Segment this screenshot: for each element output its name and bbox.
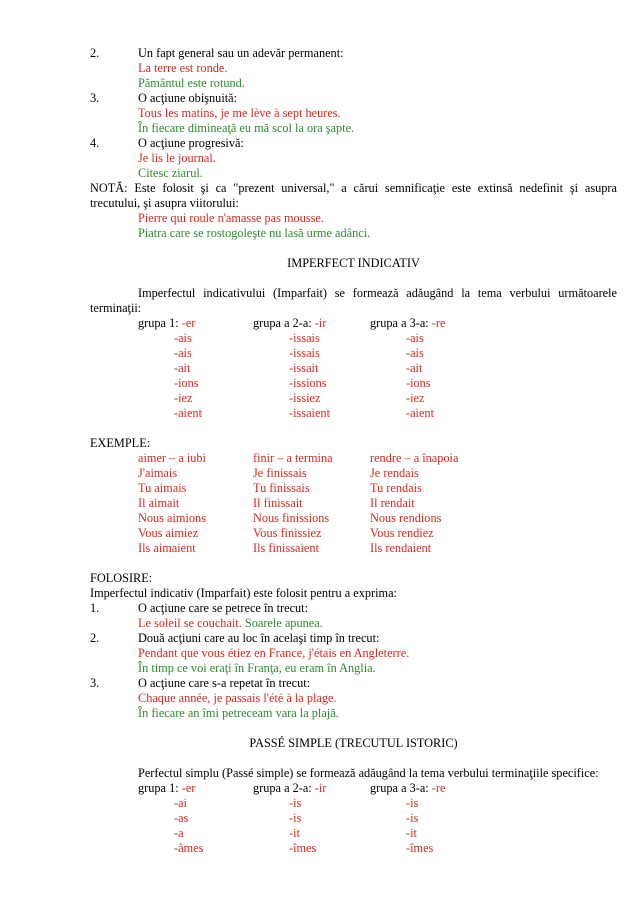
conjugation-cell: Je rendais xyxy=(370,466,419,480)
ending-cell: -issions xyxy=(289,376,327,390)
ending-cell: -ais xyxy=(406,331,424,345)
ending-cell: -issais xyxy=(289,346,320,360)
example-fr: La terre est ronde. xyxy=(138,61,228,75)
conjugation-cell: Tu finissais xyxy=(253,481,310,495)
group-label: grupa 1: -er xyxy=(138,316,196,330)
conjugation-cell: Nous aimions xyxy=(138,511,206,525)
verb-head: rendre – a înapoia xyxy=(370,451,459,465)
item-number: 2. xyxy=(90,46,100,60)
example-fr: Je lis le journal. xyxy=(138,151,216,165)
example-fr: Le soleil se couchait. xyxy=(138,616,242,630)
conjugation-cell: Vous rendiez xyxy=(370,526,434,540)
ending-cell: -iez xyxy=(406,391,425,405)
ending-row xyxy=(90,346,617,361)
ending-cell: -is xyxy=(289,796,302,810)
example-ro: Pământul este rotund. xyxy=(138,76,245,90)
conjugation-cell: Je finissais xyxy=(253,466,307,480)
ending-cell: -it xyxy=(289,826,300,840)
example-ro: Citesc ziarul. xyxy=(138,166,203,180)
ending-cell: -aient xyxy=(406,406,434,420)
ending-cell: -âmes xyxy=(174,841,204,855)
ending-cell: -is xyxy=(406,811,419,825)
usage-label: FOLOSIRE: xyxy=(90,571,153,585)
example-ro: În timp ce voi eraţi în Franţa, eu eram în Anglia. xyxy=(138,661,376,675)
item-text: O acţiune progresivă: xyxy=(138,136,244,150)
ending-row xyxy=(90,406,617,421)
ending-row xyxy=(90,331,617,346)
conjugation-cell: Nous rendions xyxy=(370,511,442,525)
ending-cell: -ais xyxy=(406,346,424,360)
verb-head: aimer – a iubi xyxy=(138,451,206,465)
imparfait-use-2: 2. Două acţiuni care au loc în acelaşi timp în trecut: Pendant que vous étiez en France, j'étais en Angleterre. În timp ce voi eraţi în Franţa, eu eram în Anglia. xyxy=(90,631,617,676)
present-use-4 xyxy=(90,136,617,181)
conjugation-cell: Il finissait xyxy=(253,496,303,510)
ending-cell: -ions xyxy=(174,376,199,390)
ending-cell: -ait xyxy=(174,361,191,375)
ending-row xyxy=(90,391,617,406)
ending-cell: -is xyxy=(289,811,302,825)
example-ro: Piatra care se rostogoleşte nu lasă urme adânci. xyxy=(138,226,371,240)
example-ro: Soarele apunea. xyxy=(244,616,323,630)
group-label: grupa a 2-a: -ir xyxy=(253,316,327,330)
ending-cell: -îmes xyxy=(289,841,317,855)
passe-endings-table xyxy=(90,781,617,856)
ending-cell: -issiez xyxy=(289,391,321,405)
conjugation-cell: Il rendait xyxy=(370,496,415,510)
ending-cell: -iez xyxy=(174,391,193,405)
ending-cell: -is xyxy=(406,796,419,810)
conjugation-cell: Il aimait xyxy=(138,496,180,510)
examples-label: EXEMPLE: xyxy=(90,436,151,450)
example-fr: Pendant que vous étiez en France, j'étais en Angleterre. xyxy=(138,646,410,660)
verb-head: finir – a termina xyxy=(253,451,333,465)
ending-cell: -issaient xyxy=(289,406,330,420)
ending-row xyxy=(90,796,617,811)
ending-cell: -ai xyxy=(174,796,187,810)
ending-cell: -issais xyxy=(289,331,320,345)
ending-cell: -ait xyxy=(406,361,423,375)
conjugation-cell: Vous aimiez xyxy=(138,526,199,540)
ending-cell: -ions xyxy=(406,376,431,390)
imparfait-use-3: 3. O acţiune care s-a repetat în trecut: Chaque année, je passais l'été à la plage. În fiecare an îmi petreceam vara la plajă. xyxy=(90,676,617,721)
conjugation-row xyxy=(90,541,617,556)
imparfait-endings-table xyxy=(90,316,617,421)
passe-intro: Perfectul simplu (Passé simple) se formează adăugând la tema verbului terminaţiile specifice: xyxy=(138,766,599,780)
example-fr: Tous les matins, je me lève à sept heures. xyxy=(138,106,341,120)
ending-row xyxy=(90,376,617,391)
conjugation-cell: Ils aimaient xyxy=(138,541,196,555)
conjugation-cell: Ils finissaient xyxy=(253,541,319,555)
group-label: grupa a 2-a: -ir xyxy=(253,781,327,795)
ending-row xyxy=(90,811,617,826)
ending-cell: -a xyxy=(174,826,184,840)
document-page xyxy=(90,46,617,856)
group-label: grupa 1: -er xyxy=(138,781,196,795)
example-fr: Pierre qui roule n'amasse pas mousse. xyxy=(138,211,324,225)
ending-cell: -ais xyxy=(174,346,192,360)
item-text: O acţiune obişnuită: xyxy=(138,91,238,105)
conjugation-cell: Tu aimais xyxy=(138,481,187,495)
present-use-3 xyxy=(90,91,617,136)
ending-cell: -ais xyxy=(174,331,192,345)
imparfait-use-1: 1. O acţiune care se petrece în trecut: Le soleil se couchait. Soarele apunea. xyxy=(90,601,323,630)
conjugation-cell: J'aimais xyxy=(138,466,178,480)
present-use-2 xyxy=(90,46,617,91)
conjugation-cell: Tu rendais xyxy=(370,481,422,495)
conjugation-row xyxy=(90,481,617,496)
ending-row xyxy=(90,361,617,376)
section-heading-imparfait: IMPERFECT INDICATIV xyxy=(287,256,420,270)
ending-cell: -îmes xyxy=(406,841,434,855)
examples-table xyxy=(90,451,617,556)
example-ro: În fiecare an îmi petreceam vara la plajă. xyxy=(138,706,339,720)
conjugation-cell: Nous finissions xyxy=(253,511,330,525)
item-number: 3. xyxy=(90,91,100,105)
nota-block xyxy=(90,181,617,241)
example-fr: Chaque année, je passais l'été à la plage. xyxy=(138,691,337,705)
conjugation-cell: Vous finissiez xyxy=(253,526,322,540)
conjugation-row xyxy=(90,511,617,526)
imparfait-intro: Imperfectul indicativului (Imparfait) se formează adăugând la tema verbului următoarele terminaţii: xyxy=(90,286,617,315)
ending-row xyxy=(90,826,617,841)
ending-row xyxy=(90,841,617,856)
group-label: grupa a 3-a: -re xyxy=(370,781,446,795)
conjugation-row xyxy=(90,526,617,541)
usage-intro: Imperfectul indicativ (Imparfait) este folosit pentru a exprima: xyxy=(90,586,397,600)
item-text: Un fapt general sau un adevăr permanent: xyxy=(138,46,344,60)
ending-cell: -it xyxy=(406,826,417,840)
ending-cell: -as xyxy=(174,811,189,825)
section-heading-passe-simple: PASSÉ SIMPLE (TRECUTUL ISTORIC) xyxy=(249,736,458,750)
conjugation-row xyxy=(90,466,617,481)
item-number: 4. xyxy=(90,136,100,150)
group-label: grupa a 3-a: -re xyxy=(370,316,446,330)
nota-text: NOTĂ: Este folosit şi ca "prezent universal," a cărui semnificaţie este extinsă nedefinit şi asupra trecutului, şi asupra viitorului: xyxy=(90,181,617,210)
ending-cell: -issait xyxy=(289,361,319,375)
ending-cell: -aient xyxy=(174,406,202,420)
conjugation-row xyxy=(90,496,617,511)
conjugation-cell: Ils rendaient xyxy=(370,541,432,555)
example-ro: În fiecare dimineaţă eu mă scol la ora şapte. xyxy=(138,121,355,135)
